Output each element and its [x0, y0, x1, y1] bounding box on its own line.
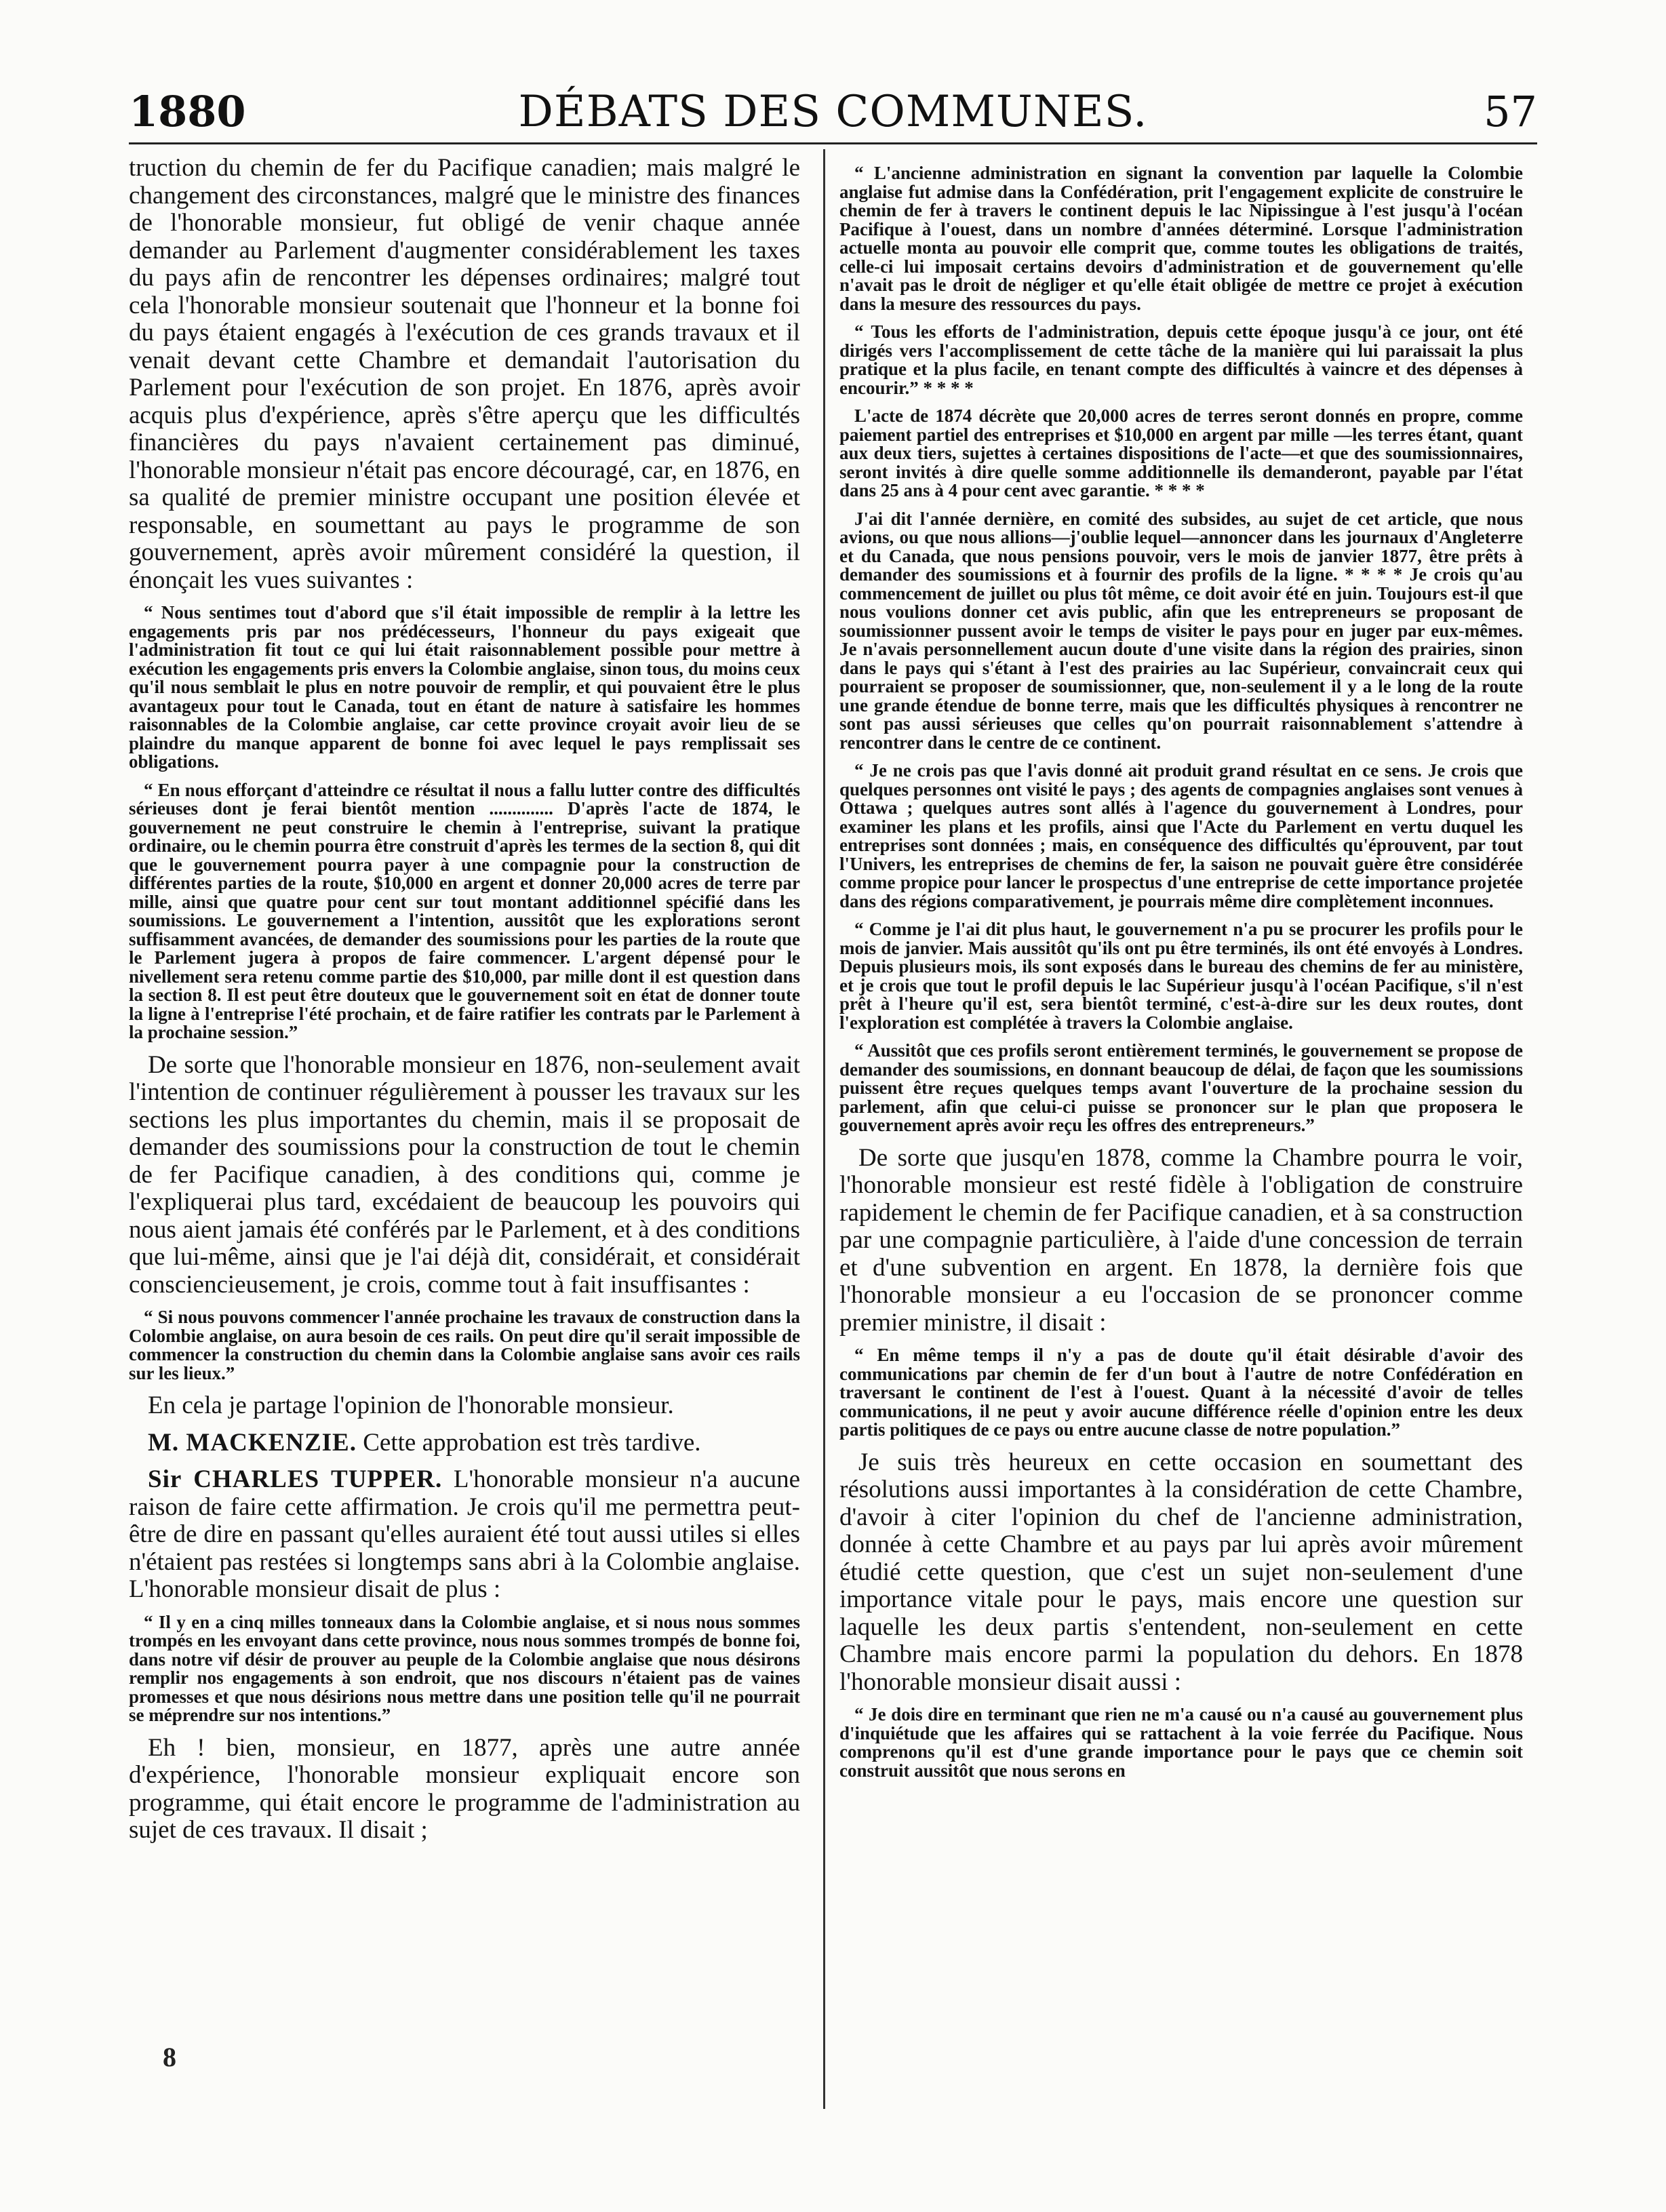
page-number: 57: [1484, 87, 1537, 136]
right-paragraph-2: Je suis très heureux en cette occasion en soumettant des résolutions aussi importantes à la considération de cette Chambre, d'avoir à citer l'opinion du chef de l'ancienne administration, donnée à cette Chambre et au pays par lui après avoir mûrement étudié cette question, que c'est un sujet non-seulement d'une importance vitale pour le pays, mais encore une question sur laquelle les deux partis s'entendent, non-seulement en cette Chambre mais encore parmi la population du dehors. En 1878 l'honorable monsieur disait aussi :: [839, 1448, 1523, 1696]
right-paragraph-1: De sorte que jusqu'en 1878, comme la Chambre pourra le voir, l'honorable monsieur est resté fidèle à l'obligation de construire rapidement le chemin de fer Pacifique canadien, et à sa construction par une compagnie particulière, à l'aide d'une concession de terrain et d'une subvention en argent. En 1878, la dernière fois que l'honorable monsieur a eu l'occasion de se prononcer comme premier ministre, il disait :: [839, 1143, 1523, 1337]
speech-text: L'honorable monsieur n'a aucune raison de faire cette affirmation. Je crois qu'il me permettra peut-être de dire en passant qu'elles auraient été tout aussi utiles si elles n'étaient pas restées si longtemps sans abri à la Colombie anglaise. L'honorable monsieur disait de plus :: [129, 1465, 800, 1603]
left-paragraph-3: En cela je partage l'opinion de l'honorable monsieur.: [148, 1391, 674, 1419]
right-quote-9: “ Je dois dire en terminant que rien ne m'a causé ou n'a causé au gouvernement plus d'inquiétude que les affaires qui se rattachent à la voie ferrée du Pacifique. Nous comprenons qu'il est d'une grande importance pour le pays que ce chemin soit construit aussitôt que nous serons en: [839, 1704, 1523, 1781]
spacer: [129, 1457, 800, 1466]
left-paragraph-4: [129, 1429, 800, 1457]
right-quote-8: “ En même temps il n'y a pas de doute qu'il était désirable d'avoir des communications par chemin de fer d'un bout à l'autre de notre Confédération en traversant le continent de l'est à l'ouest. Quant à la nécessité d'avoir de telles communications, il ne peut y avoir aucune différence réelle d'opinion entre les deux partis politiques de ce pays ou entre aucune classe de notre population.”: [839, 1345, 1523, 1440]
page-header: [129, 80, 1537, 141]
left-quote-3: “ Si nous pouvons commencer l'année prochaine les travaux de construction dans la Colombie anglaise, on aura besoin de ces rails. On peut dire qu'il serait impossible de commencer la construction du chemin dans la Colombie anglaise sans avoir ces rails sur les lieux.”: [129, 1307, 800, 1383]
right-quote-2: “ Tous les efforts de l'administration, depuis cette époque jusqu'à ce jour, ont été dirigés vers l'accomplissement de cette tâche de la manière qui lui paraissait la plus pratique et la plus facile, en tenant compte des difficultés à vaincre et des dépenses à encourir.” * * * *: [839, 321, 1523, 398]
column-divider: [823, 149, 825, 2109]
right-quote-6: “ Comme je l'ai dit plus haut, le gouvernement n'a pu se procurer les profils pour le mois de janvier. Mais aussitôt qu'ils ont pu être terminés, ils ont été envoyés à Londres. Depuis plusieurs mois, ils sont exposés dans le bureau des chemins de fer au ministère, et je crois que tout le profil depuis le lac Supérieur jusqu'à l'océan Pacifique, s'il n'est prêt à l'heure qu'il est, sera bientôt terminé, c'est-à-dire sur les deux routes, dont l'exploration est complétée à travers la Colombie anglaise.: [839, 919, 1523, 1033]
header-rule: [129, 142, 1537, 144]
left-paragraph-6: Eh ! bien, monsieur, en 1877, après une autre année d'expérience, l'honorable monsieur expliquait encore son programme, qui était encore le programme de l'administration au sujet de ces travaux. Il disait ;: [129, 1733, 800, 1844]
left-quote-1: “ Nous sentimes tout d'abord que s'il était impossible de remplir à la lettre les engagements pris par nos prédécesseurs, l'honneur du pays exigeait que l'administration fit tout ce qui lui était raisonnablement possible pour mettre à exécution les engagements pris envers la Colombie anglaise, sinon tous, du moins ceux qu'il nous semblait le plus en notre pouvoir de remplir, et qui pouvaient être le plus avantageux pour tout le Canada, tout en étant de nature à satisfaire les hommes raisonnables de la Colombie anglaise, car cette province croyait avoir lieu de se plaindre du manque apparent de bonne foi avec lequel le pays remplissait ses obligations.: [129, 602, 800, 772]
left-paragraph-5: [129, 1466, 800, 1604]
right-quote-7: “ Aussitôt que ces profils seront entièrement terminés, le gouvernement se propose de demander des soumissions, en donnant beaucoup de délai, de façon que les soumissions puissent être reçues quelques temps avant l'ouverture de la prochaine session du parlement, afin que celui-ci puisse se prononcer sur le plan que proposera le gouvernement après avoir reçu les offres des entrepreneurs.”: [839, 1040, 1523, 1135]
left-quote-2: “ En nous efforçant d'atteindre ce résultat il nous a fallu lutter contre des difficultés sérieuses dont je ferai bientôt mention .............. D'après l'acte de 1874, le gouvernement ne peut construire le chemin à l'entreprise, suivant la pratique ordinaire, ou le chemin pourra être construit d'après les termes de la section 8, qui dit que le gouvernement pourra payer à une compagnie pour la construction de différentes parties de la route, $10,000 en argent et donner 20,000 acres de terre par mille, ainsi que quatre pour cent sur tout montant additionnel spécifié dans les soumissions. Le gouvernement a l'intention, aussitôt que les explorations seront suffisamment avancées, de demander des soumissions pour les parties de la route que le Parlement jugera à propos de faire commencer. L'argent dépensé pour le nivellement sera retenu comme partie des $10,000, par mille dont il est question dans la section 8. Il est peut être douteux que le gouvernement soit en état de donner toute la ligne à l'entreprise l'été prochain, et de faire ratifier les contrats par le Parlement à la prochaine session.”: [129, 779, 800, 1042]
header-title: DÉBATS DES COMMUNES.: [518, 87, 1148, 137]
right-quote-4: J'ai dit l'année dernière, en comité des subsides, au sujet de cet article, que nous avions, ou que nous allions—j'oublie lequel—annoncer dans les journaux d'Angleterre et du Canada, que nous pensions pouvoir, vers le mois de janvier 1877, être prêts à demander des soumissions et à fournir des profils de la ligne. * * * * Je crois qu'au commencement de juillet ou plus tôt même, ce doit avoir été en juin. Toujours est-il que nous voulions donner cet avis public, afin que les entrepreneurs se proposant de soumissionner pussent avoir le temps de visiter le pays pour en juger par eux-mêmes. Je n'avais personnellement aucun doute d'une visite dans la région des prairies, sinon dans le pays qui s'étant à l'est des prairies au lac Supérieur, convaincrait ceux qui pourraient se proposer de soumissionner, que, non-seulement il y a le long de la route une grande étendue de bonne terre, mais que les difficultés physiques à rencontrer ne sont pas aussi sérieuses que celles qu'on pourrait raisonnablement s'attendre à rencontrer dans le centre de ce continent.: [839, 508, 1523, 753]
spacer: [129, 1420, 800, 1429]
right-quote-5: “ Je ne crois pas que l'avis donné ait produit grand résultat en ce sens. Je crois que quelques personnes ont visité le pays ; des agents de compagnies anglaises sont venues à Ottawa ; quelques autres sont allés à l'agence du gouvernement à Londres, pour examiner les plans et les profils, ainsi que l'Acte du Parlement en vertu duquel les entreprises sont données ; mais, en conséquence des difficultés qu'éprouvent, par tout l'Univers, les entreprises de chemins de fer, la saison ne pouvait guère être considérée comme propice pour lancer le prospectus d'une entreprise de cette importance projetée dans des régions comparativement, je pourrais même dire complètement inconnues.: [839, 760, 1523, 911]
header-year: 1880: [129, 87, 246, 136]
signature-mark: 8: [163, 2042, 176, 2072]
left-paragraph-1: truction du chemin de fer du Pacifique canadien; mais malgré le changement des circonstances, malgré que le ministre des finances de l'honorable monsieur, fut obligé de venir chaque année demander au Parlement d'augmenter considérablement les taxes du pays afin de rencontrer les dépenses ordinaires; malgré tout cela l'honorable monsieur soutenait que l'honneur et la bonne foi du pays étaient engagés à l'exécution de ces grands travaux et il venait devant cette Chambre et demandait l'autorisation du Parlement pour l'exécution de son projet. En 1876, après avoir acquis plus d'expérience, après s'être aperçu que les difficultés financières du pays n'avaient certainement pas diminué, l'honorable monsieur n'était pas encore découragé, car, en 1876, en sa qualité de premier ministre occupant une position élevée et responsable, en soumettant au pays le programme de son gouvernement, après avoir mûrement considéré la question, il énonçait les vues suivantes :: [129, 154, 800, 594]
speaker-mackenzie: M. MACKENZIE.: [148, 1428, 357, 1457]
speaker-tupper: Sir CHARLES TUPPER.: [148, 1465, 443, 1493]
right-quote-1: “ L'ancienne administration en signant la convention par laquelle la Colombie anglaise fut admise dans la Confédération, prit l'engagement explicite de construire le chemin de fer à travers le continent depuis le lac Nipissingue à l'est jusqu'à l'océan Pacifique à l'ouest, dans un nombre d'années déterminé. Lorsque l'administration actuelle monta au pouvoir elle comprit que, comme toutes les obligations de traités, celle-ci lui imposait certains devoirs d'administration et de gouvernement qu'elle n'avait pas le droit de négliger et qu'elle était obligée de mettre ce projet à exécution dans la mesure des ressources du pays.: [839, 163, 1523, 314]
right-column: [839, 155, 1523, 1790]
speech-text: Cette approbation est très tardive.: [363, 1428, 701, 1457]
left-paragraph-2: De sorte que l'honorable monsieur en 1876, non-seulement avait l'intention de continuer régulièrement à pousser les travaux sur les sections les plus importantes du chemin, mais il se proposait de demander des soumissions pour la construction de tout le chemin de fer Pacifique canadien, à des conditions qui, comme je l'expliquerai plus tard, excédaient de beaucoup les pouvoirs qui nous aient jamais été conférés par le Parlement, et à des conditions que lui-même, ainsi que je l'ai déjà dit, considérait, et considérait consciencieusement, je crois, comme tout à fait insuffisantes :: [129, 1050, 800, 1299]
left-quote-4: “ Il y en a cinq milles tonneaux dans la Colombie anglaise, et si nous nous sommes trompés en les envoyant dans cette province, nous nous sommes trompés de bonne foi, dans notre vif désir de prouver au peuple de la Colombie anglaise que nous désirons remplir nos engagements à son endroit, que nos discours n'étaient pas de vaines promesses et que nous désirions nous mettre dans une position telle qu'il ne pourrait se méprendre sur nos intentions.”: [129, 1611, 800, 1725]
right-quote-3: L'acte de 1874 décrète que 20,000 acres de terres seront donnés en propre, comme paiement partiel des entreprises et $10,000 en argent par mille —les terres étant, quant aux deux tiers, sujettes à certaines dispositions de l'acte—et que des soumissionnaires, seront invités à dire quelle somme additionnelle ils demanderont, payable par l'état dans 25 ans à 4 pour cent avec garantie. * * * *: [839, 406, 1523, 500]
left-column: [129, 155, 800, 1844]
